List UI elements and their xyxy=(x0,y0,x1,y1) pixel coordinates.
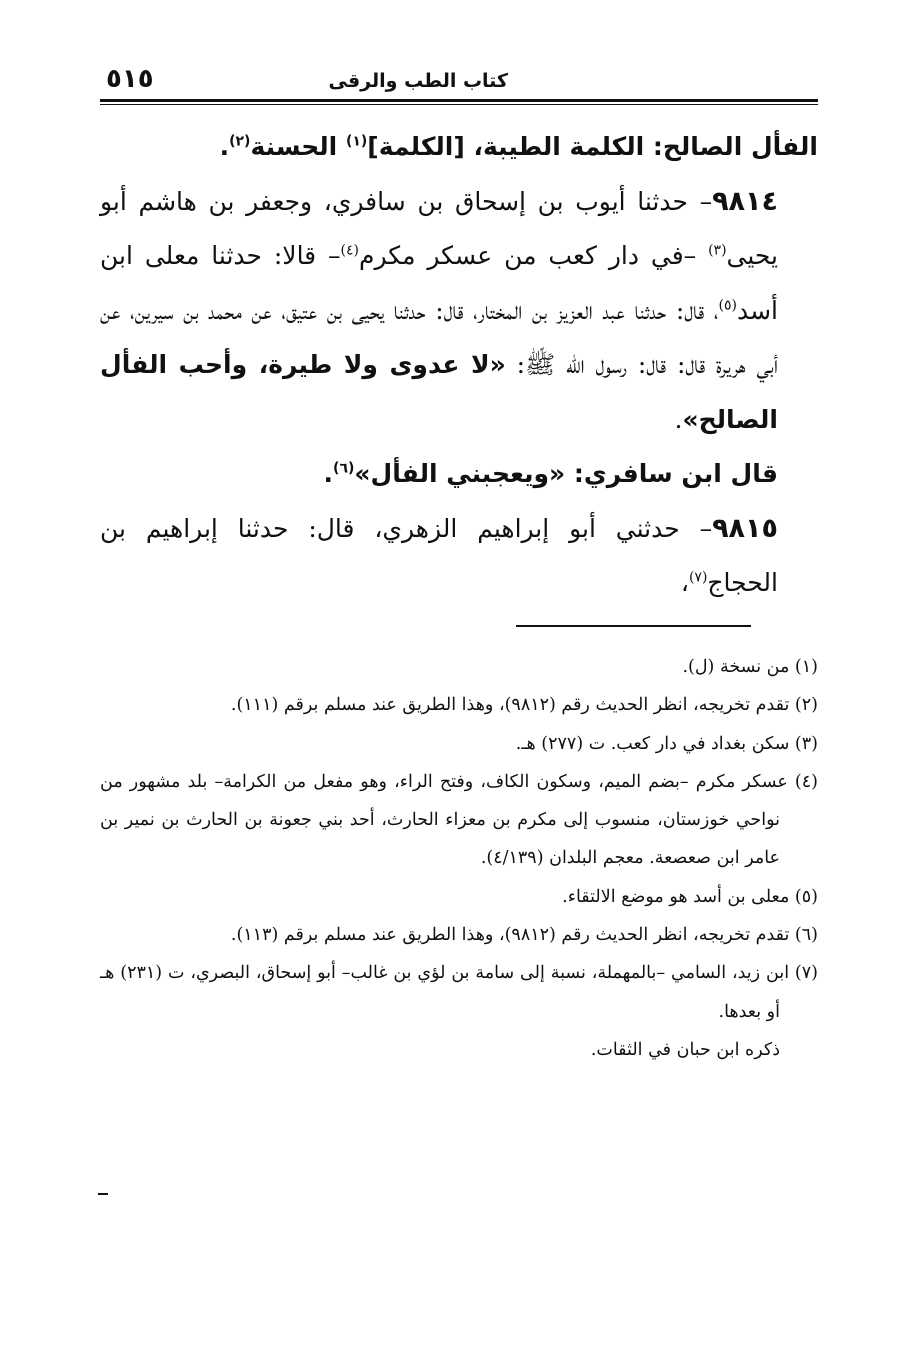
footnote-ref-6: (٦) xyxy=(333,460,355,477)
footnote-4: (٤) عسكر مكرم –بضم الميم، وسكون الكاف، وفتح الراء، وهو مفعل من الكرامة– بلد مشهور من نواحي خوزستان، منسوب إلى مكرم بن معزاء الحارث، أحد بني جعونة بن الحارث بن نمير بن عامر ابن صعصعة. معجم البلدان (٤/١٣٩). xyxy=(100,771,818,869)
footnote-2: (٢) تقدم تخريجه، انظر الحديث رقم (٩٨١٢)، وهذا الطريق عند مسلم برقم (١١١). xyxy=(230,695,818,716)
footnote-ref-5: (٥) xyxy=(718,297,737,314)
footnote-5: (٥) معلى بن أسد هو موضع الالتقاء. xyxy=(562,886,818,907)
footnote-separator xyxy=(516,625,751,627)
header-rule-thick xyxy=(100,99,818,102)
header-rule-thin xyxy=(100,104,818,105)
p2-text-b: –في دار كعب من عسكر مكرم xyxy=(359,241,709,270)
hadith-9815 xyxy=(100,502,818,611)
paragraph-good-omen xyxy=(100,120,818,175)
p1-text-a: الفأل الصالح: الكلمة الطيبة، [الكلمة] xyxy=(367,132,818,161)
main-text xyxy=(100,120,818,611)
running-header xyxy=(100,62,818,102)
footnote-ref-2: (٢) xyxy=(229,133,251,150)
p2-text-c: – قالا: حدثنا معلى ابن أسد xyxy=(100,241,778,325)
p4-text-a: – حدثني أبو إبراهيم الزهري، قال: حدثنا إبراهيم بن الحجاج xyxy=(100,513,778,597)
paragraph-ibn-safari xyxy=(100,447,818,502)
page-end-mark xyxy=(98,1193,108,1195)
book-title: كتاب الطب والرقى xyxy=(328,70,508,92)
hadith-9814 xyxy=(100,175,818,448)
p3-text-a: قال ابن سافري: «ويعجبني الفأل» xyxy=(354,459,778,488)
p1-text-b: الحسنة xyxy=(250,132,346,161)
prophetic-quote: «لا عدوى ولا طيرة، وأحب الفأل الصالح» xyxy=(100,350,778,434)
page-number: ٥١٥ xyxy=(106,64,154,94)
footnote-ref-4: (٤) xyxy=(340,242,360,259)
hadith-number: ٩٨١٥ xyxy=(712,512,778,544)
footnote-ref-3: (٣) xyxy=(708,242,727,259)
footnote-ref-1: (١) xyxy=(345,133,368,150)
p1-text-c: . xyxy=(219,132,230,161)
footnote-6: (٦) تقدم تخريجه، انظر الحديث رقم (٩٨١٢)، وهذا الطريق عند مسلم برقم (١١٣). xyxy=(230,925,818,946)
hadith-number: ٩٨١٤ xyxy=(712,185,778,217)
p2-text-d: ، قال: حدثنا عبد العزيز بن المختار، قال: حدثنا يحيى بن عتيق، عن محمد بن سيرين، عن أبي هريرة قال: قال: رسول الله ﷺ: xyxy=(100,295,778,379)
p2-text-a: – حدثنا أيوب بن إسحاق بن سافري، وجعفر بن هاشم أبو يحيى xyxy=(100,186,779,270)
footnotes xyxy=(100,648,818,1069)
p4-text-b: ، xyxy=(680,568,689,597)
footnote-7: (٧) ابن زيد، السامي –بالمهملة، نسبة إلى سامة بن لؤي بن غالب– أبو إسحاق، البصري، ت (٢٣١) هـ أو بعدها. xyxy=(100,963,818,1022)
p2-text-e: . xyxy=(674,404,683,434)
footnote-7-continuation: ذكره ابن حبان في الثقات. xyxy=(590,1039,780,1060)
footnote-1: (١) من نسخة (ل). xyxy=(682,657,818,677)
footnote-ref-7: (٧) xyxy=(688,569,708,586)
p3-text-b: . xyxy=(323,459,334,488)
footnote-3: (٣) سكن بغداد في دار كعب. ت (٢٧٧) هـ. xyxy=(515,733,818,754)
